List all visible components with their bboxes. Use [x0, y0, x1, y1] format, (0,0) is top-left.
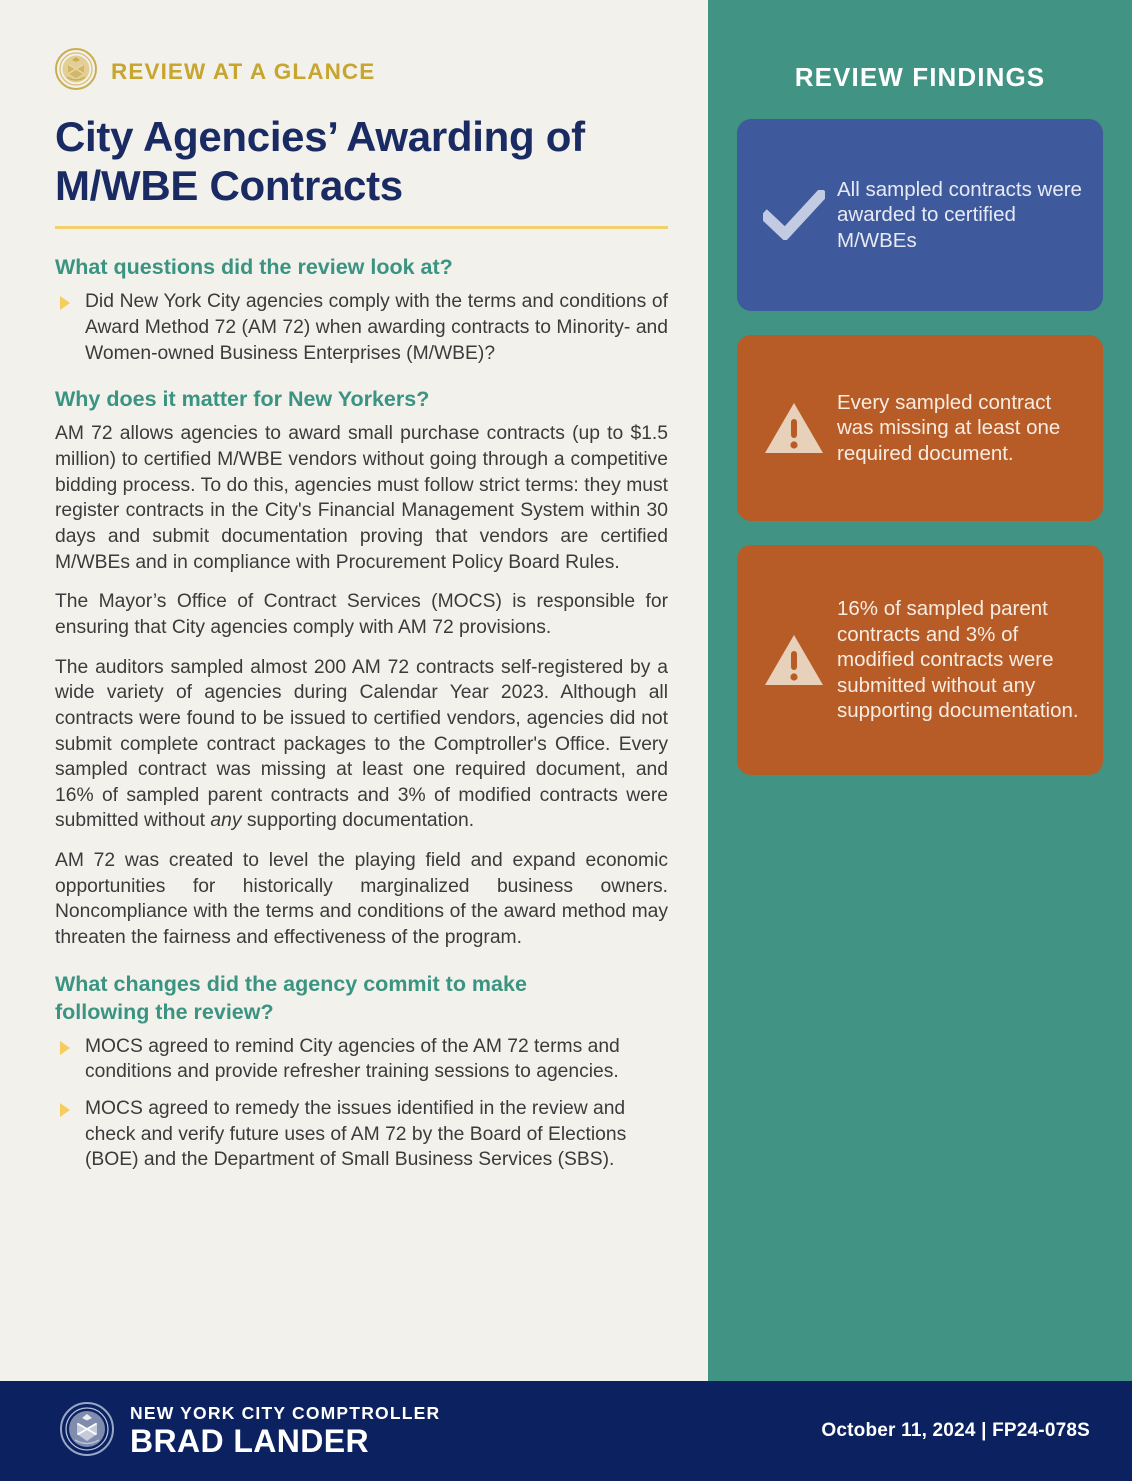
nyc-comptroller-seal-icon	[60, 1402, 114, 1461]
finding-card-3-text: 16% of sampled parent contracts and 3% of modified contracts were submitted without any supporting documentation.	[837, 597, 1079, 723]
triangle-bullet-icon	[60, 1041, 70, 1055]
triangle-bullet-icon	[60, 296, 70, 310]
changes-bullet-list	[55, 1034, 668, 1173]
nyc-comptroller-seal-icon	[55, 48, 97, 95]
list-item-text: MOCS agreed to remedy the issues identified in the review and check and verify future uses of AM 72 by the Board of Elections (BOE) and the Department of Small Business Services (SBS).	[85, 1097, 627, 1171]
questions-bullet-list	[55, 289, 668, 366]
page-footer	[0, 1381, 1132, 1481]
triangle-bullet-icon	[60, 1103, 70, 1117]
findings-panel-title: REVIEW FINDINGS	[794, 62, 1046, 92]
eyebrow-row	[55, 48, 668, 95]
checkmark-icon	[751, 190, 837, 240]
section-heading-why: Why does it matter for New Yorkers?	[55, 387, 430, 412]
paragraph-1: AM 72 allows agencies to award small purchase contracts (up to $1.5 million) to certified M/WBE vendors without going through a competitive bidding process. To do this, agencies must follow strict terms: they must register contracts in the City's Financial Management System within 30 days and submit documentation proving that vendors are certified M/WBEs and in compliance with Procurement Policy Board Rules.	[55, 423, 668, 573]
warning-triangle-icon	[751, 400, 837, 456]
paragraph-4: AM 72 was created to level the playing field and expand economic opportunities for historically marginalized business owners. Noncompliance with the terms and conditions of the award method may threaten the fairness and effectiveness of the program.	[55, 850, 668, 949]
footer-brand-top: NEW YORK CITY COMPTROLLER	[130, 1402, 441, 1423]
findings-card-list	[708, 93, 1132, 775]
footer-brand-name: BRAD LANDER	[130, 1423, 370, 1460]
paragraph-3-part-b: supporting documentation.	[241, 810, 475, 832]
finding-card-2-text: Every sampled contract was missing at least one required document.	[837, 390, 1061, 465]
finding-card-1	[737, 119, 1103, 311]
finding-card-2	[737, 335, 1103, 521]
list-item-text: MOCS agreed to remind City agencies of the AM 72 terms and conditions and provide refresher training sessions to agencies.	[85, 1035, 620, 1083]
eyebrow-label: REVIEW AT A GLANCE	[111, 58, 376, 84]
review-findings-panel	[708, 0, 1132, 1381]
section-heading-questions: What questions did the review look at?	[55, 255, 453, 280]
footer-date-and-report-id: October 11, 2024 | FP24-078S	[821, 1420, 1090, 1441]
list-item-text: Did New York City agencies comply with the terms and conditions of Award Method 72 (AM 72) when awarding contracts to Minority- and Women-owned Business Enterprises (M/WBE)?	[85, 291, 668, 364]
section-heading-changes-line1: What changes did the agency commit to make	[55, 971, 527, 996]
paragraph-2: The Mayor’s Office of Contract Services (MOCS) is responsible for ensuring that City agencies comply with AM 72 provisions.	[55, 591, 668, 638]
finding-card-1-text: All sampled contracts were awarded to certified M/WBEs	[837, 177, 1082, 252]
page-title	[55, 113, 668, 210]
list-item	[55, 1096, 668, 1173]
page-title-line2: M/WBE Contracts	[55, 161, 403, 209]
section-heading-changes-line2: following the review?	[55, 999, 274, 1024]
title-divider	[55, 226, 668, 229]
paragraph-3-part-a: The auditors sampled almost 200 AM 72 contracts self-registered by a wide variety of agencies during Calendar Year 2023. Although all contracts were found to be issued to certified vendors, agencies did not submit complete contract packages to the Comptroller's Office. Every sampled contract was missing at least one required document, and 16% of sampled parent contracts and 3% of modified contracts were submitted without	[55, 656, 668, 832]
paragraph-3	[55, 655, 668, 835]
footer-brand	[60, 1402, 440, 1461]
paragraph-3-emphasis: any	[210, 810, 242, 832]
warning-triangle-icon	[751, 632, 837, 688]
section-heading-changes	[55, 971, 668, 1027]
finding-card-3	[737, 545, 1103, 775]
list-item	[55, 289, 668, 366]
page-title-line1: City Agencies’ Awarding of	[55, 113, 585, 160]
footer-brand-text	[130, 1402, 441, 1460]
list-item	[55, 1034, 668, 1085]
